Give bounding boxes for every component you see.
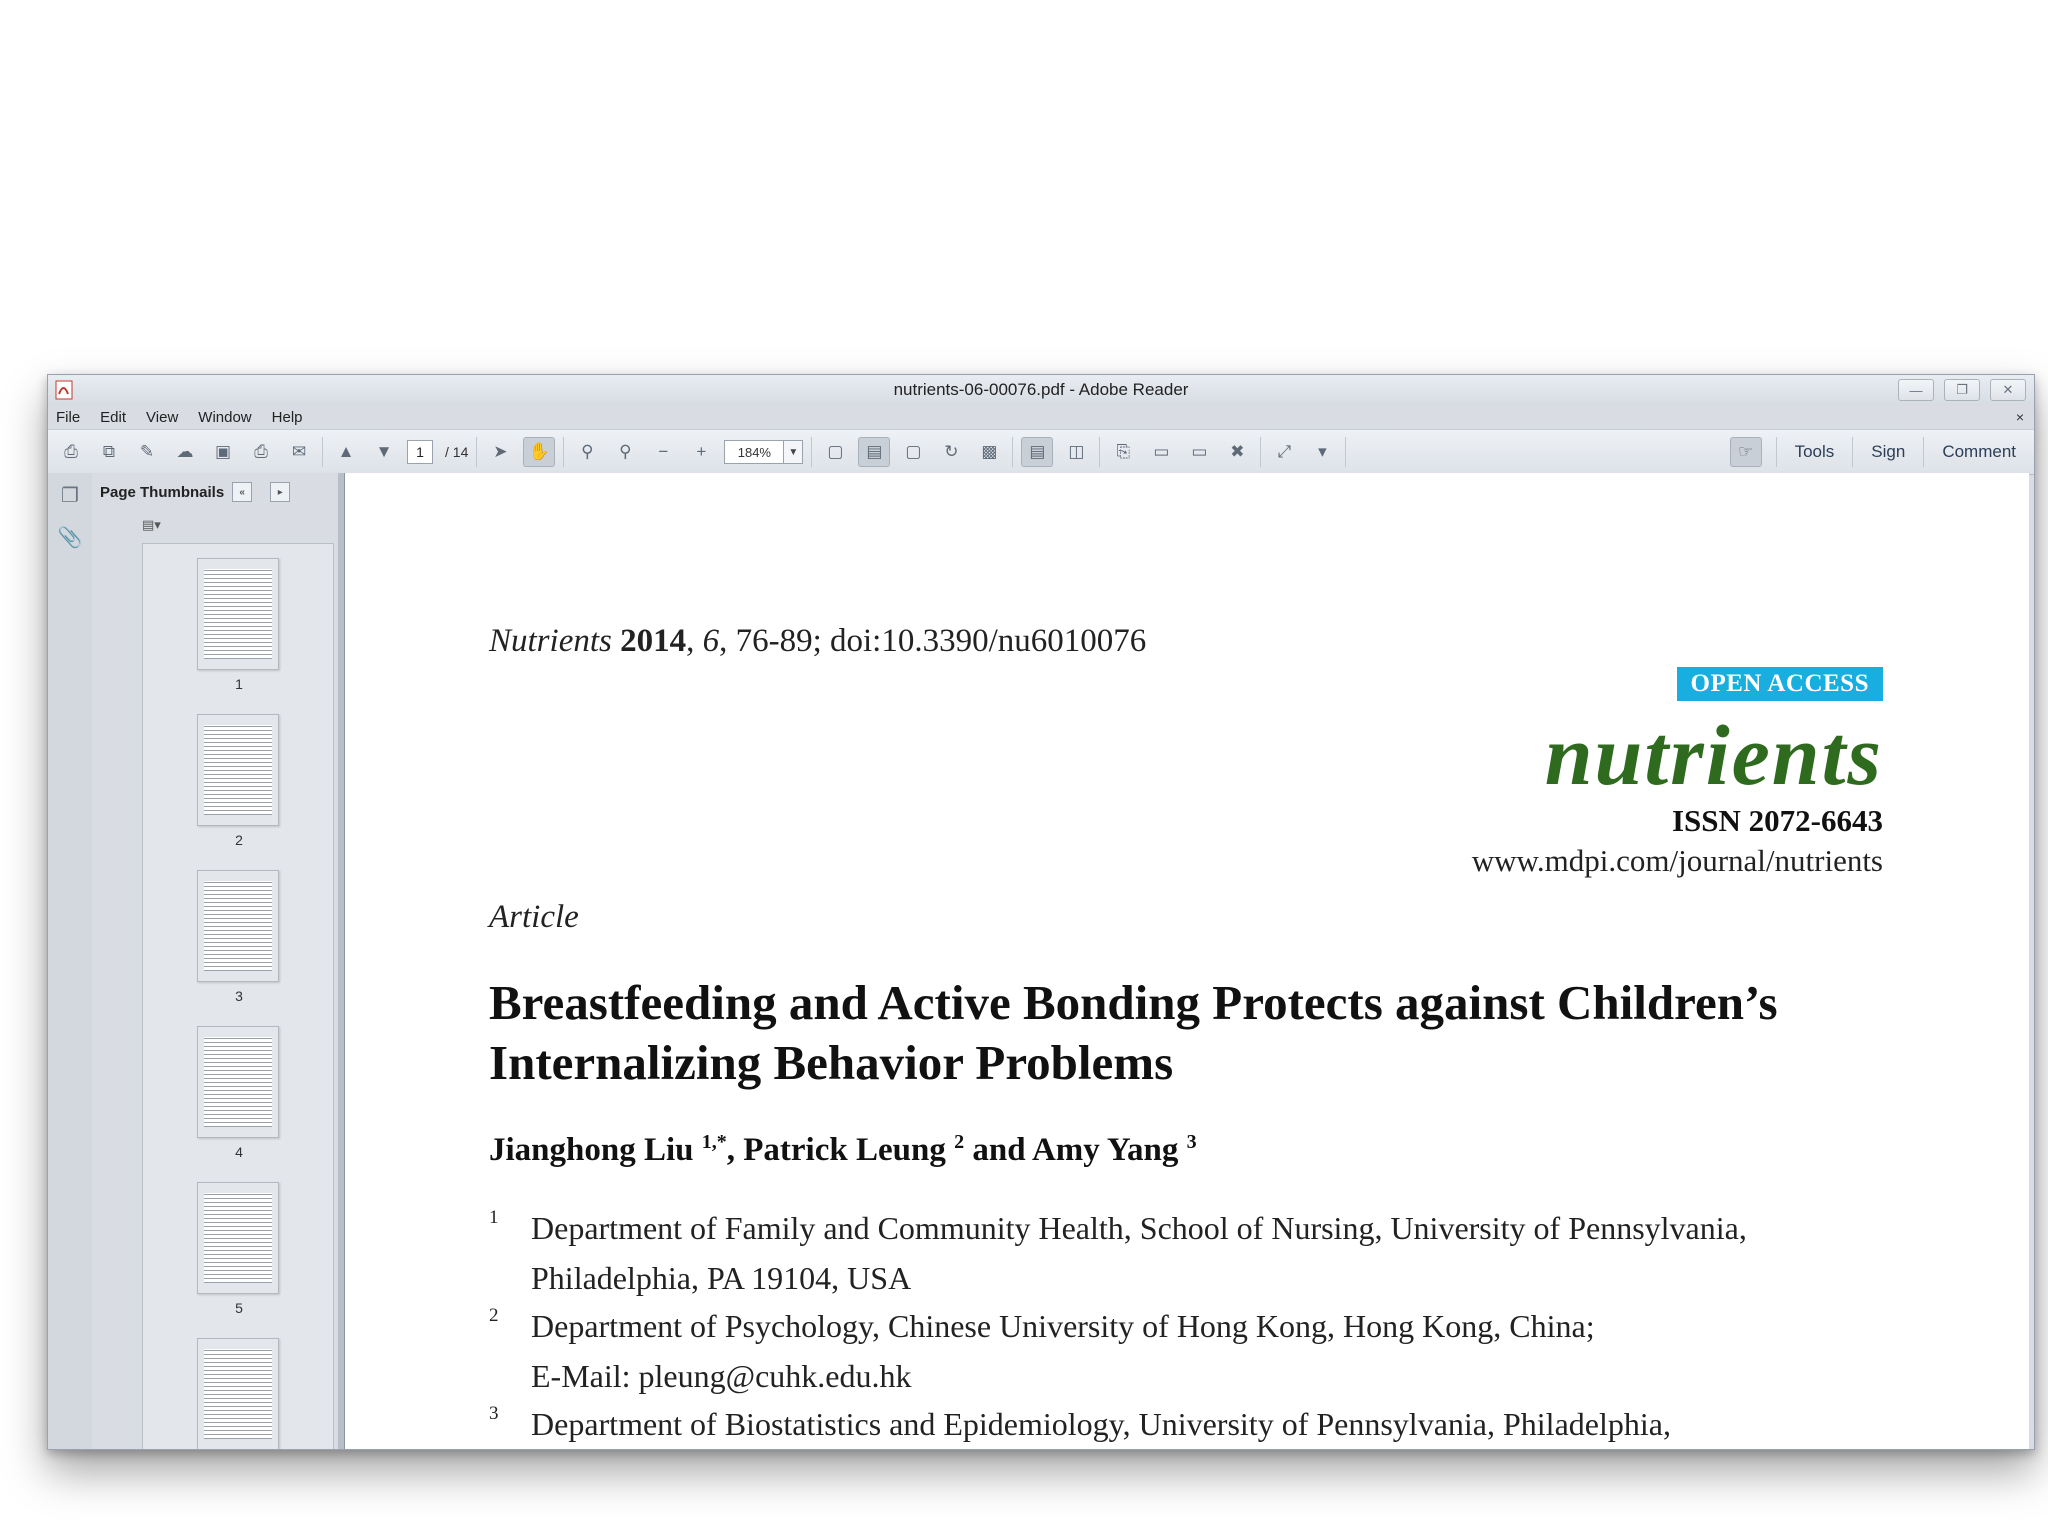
full-screen-icon[interactable]: ▭ xyxy=(1191,442,1208,461)
close-panel-icon[interactable]: ▸ xyxy=(270,482,290,502)
read-mode-icon[interactable]: ▭ xyxy=(1153,442,1170,461)
cloud-upload-icon[interactable]: ☁ xyxy=(176,442,194,461)
collapse-panel-icon[interactable]: « xyxy=(232,482,252,502)
thumbnail-options-icon[interactable]: ▤▾ xyxy=(142,517,161,532)
edit-document-icon[interactable]: ✎ xyxy=(139,442,155,461)
citation-year: 2014 xyxy=(620,623,687,659)
zoom-level-input[interactable]: 184% xyxy=(724,440,784,464)
thumbnail-page-6[interactable] xyxy=(197,1338,281,1450)
thumbnail-page-4[interactable]: 4 xyxy=(197,1026,281,1160)
menu-help[interactable]: Help xyxy=(271,408,303,426)
paper-title-line-1: Breastfeeding and Active Bonding Protects against Children’s xyxy=(489,975,1778,1030)
page-total: / 14 xyxy=(445,444,469,460)
panel-header xyxy=(92,473,338,511)
single-page-icon[interactable]: ▤ xyxy=(1021,437,1053,467)
save-icon[interactable]: ▣ xyxy=(214,442,232,461)
zoom-dropdown-icon[interactable]: ▼ xyxy=(784,440,803,464)
two-page-icon[interactable]: ◫ xyxy=(1068,442,1085,461)
close-document-icon[interactable]: × xyxy=(2015,409,2024,425)
select-tool-icon[interactable]: ➤ xyxy=(493,442,508,461)
tools-button[interactable]: Tools xyxy=(1776,437,1853,467)
page-thumbnails-icon[interactable]: ❐ xyxy=(61,484,79,507)
thumbnail-page-5[interactable]: 5 xyxy=(197,1182,281,1316)
menu-view[interactable]: View xyxy=(146,408,179,426)
create-pdf-icon[interactable]: ⎙ xyxy=(64,442,78,461)
fit-page-icon[interactable]: ▢ xyxy=(905,442,922,461)
adobe-reader-icon[interactable] xyxy=(54,379,74,401)
share-icon[interactable]: ☞ xyxy=(1730,437,1762,467)
main-toolbar xyxy=(48,429,2034,475)
menu-window[interactable]: Window xyxy=(198,408,252,426)
author-1-affiliation: 1,* xyxy=(701,1131,727,1153)
citation-journal: Nutrients xyxy=(489,623,612,659)
page-thumbnails-panel xyxy=(92,473,344,1449)
comment-button[interactable]: Comment xyxy=(1923,437,2034,467)
article-type: Article xyxy=(489,899,579,935)
minimize-icon[interactable]: — xyxy=(1898,379,1934,401)
window-title: nutrients-06-00076.pdf - Adobe Reader xyxy=(893,380,1189,399)
panel-title: Page Thumbnails xyxy=(100,483,225,501)
citation-line: Nutrients 2014, 6, 76-89; doi:10.3390/nu6010076 xyxy=(489,623,1147,659)
journal-url: www.mdpi.com/journal/nutrients xyxy=(1471,843,1883,878)
navigation-rail xyxy=(48,473,93,1449)
issn: ISSN 2072-6643 xyxy=(1671,803,1883,838)
author-3-affiliation: 3 xyxy=(1186,1131,1197,1153)
page-number-input[interactable]: 1 xyxy=(407,440,433,464)
stamp-icon[interactable]: ▩ xyxy=(981,442,998,461)
open-access-badge: OPEN ACCESS xyxy=(1677,667,1883,701)
highlight-icon[interactable]: ✖ xyxy=(1230,442,1245,461)
print-icon[interactable]: ⎙ xyxy=(254,442,268,461)
document-view[interactable]: Nutrients 2014, 6, 76-89; doi:10.3390/nu6010076 OPEN ACCESS nutrients ISSN 2072-6643 www.mdpi.com/journal/nutrients Article Breastfeeding and Active Bonding Protects against Children’s Internalizing Behavior Problems Jianghong Liu $^{1,*}$, Patrick Leung $^2$ and Amy Yang $^3$ 1 Department of Family and Community Health, School of Nursing, University of Pennsylvania, Philadelphia, PA 19104, USA 2 Department of Psychology, Chinese University of Hong Kong, Hong Kong, China; E-Mail: pleung@cuhk.edu.hk 3 Department of Biostatistics and Epidemiology, University of Pennsylvania, Philadelphia, xyxy=(344,473,2029,1449)
attachments-icon[interactable]: 📎 xyxy=(57,526,83,549)
zoom-marquee-icon[interactable]: ⚲ xyxy=(581,442,594,461)
email-icon[interactable]: ✉ xyxy=(291,442,307,461)
author-3: and Amy Yang xyxy=(964,1132,1179,1168)
author-1: Jianghong Liu xyxy=(489,1132,694,1168)
sign-button[interactable]: Sign xyxy=(1852,437,1923,467)
dynamic-zoom-icon[interactable]: ⚲ xyxy=(619,442,632,461)
next-page-icon[interactable]: ▼ xyxy=(375,442,393,461)
thumbnail-page-1[interactable]: 1 xyxy=(197,558,281,692)
actual-size-icon[interactable]: ▢ xyxy=(827,442,844,461)
fit-width-icon[interactable]: ▤ xyxy=(858,437,890,467)
author-2-affiliation: 2 xyxy=(954,1131,965,1153)
title-bar[interactable] xyxy=(48,375,2034,405)
thumbnail-page-2[interactable]: 2 xyxy=(197,714,281,848)
previous-page-icon[interactable]: ▲ xyxy=(337,442,355,461)
citation-volume: 6 xyxy=(702,623,720,659)
journal-logo: nutrients xyxy=(1544,707,1883,803)
hand-tool-icon[interactable]: ✋ xyxy=(523,437,555,467)
menu-edit[interactable]: Edit xyxy=(100,408,127,426)
thumbnail-page-3[interactable]: 3 xyxy=(197,870,281,1004)
paper-title-line-2: Internalizing Behavior Problems xyxy=(489,1035,1174,1090)
toolbar-options-icon[interactable]: ▾ xyxy=(1318,442,1327,461)
paper-title xyxy=(489,973,1949,1093)
expand-icon[interactable]: ⤢ xyxy=(1277,442,1292,461)
adobe-reader-window xyxy=(47,374,2035,1450)
export-icon[interactable]: ⎘ xyxy=(1116,442,1131,461)
combine-files-icon[interactable]: ⧉ xyxy=(102,442,116,461)
zoom-in-icon[interactable]: + xyxy=(696,442,707,461)
zoom-out-icon[interactable]: − xyxy=(658,442,669,461)
close-icon[interactable]: ✕ xyxy=(1990,379,2026,401)
citation-rest: , 76-89; doi:10.3390/nu6010076 xyxy=(719,623,1147,659)
author-list xyxy=(489,1131,1197,1169)
author-2: , Patrick Leung xyxy=(726,1132,946,1168)
rotate-icon[interactable]: ↻ xyxy=(944,442,959,461)
restore-icon[interactable]: ❐ xyxy=(1944,379,1980,401)
menu-bar xyxy=(48,405,2034,429)
menu-file[interactable]: File xyxy=(56,408,81,426)
thumbnail-list[interactable] xyxy=(142,543,334,1450)
